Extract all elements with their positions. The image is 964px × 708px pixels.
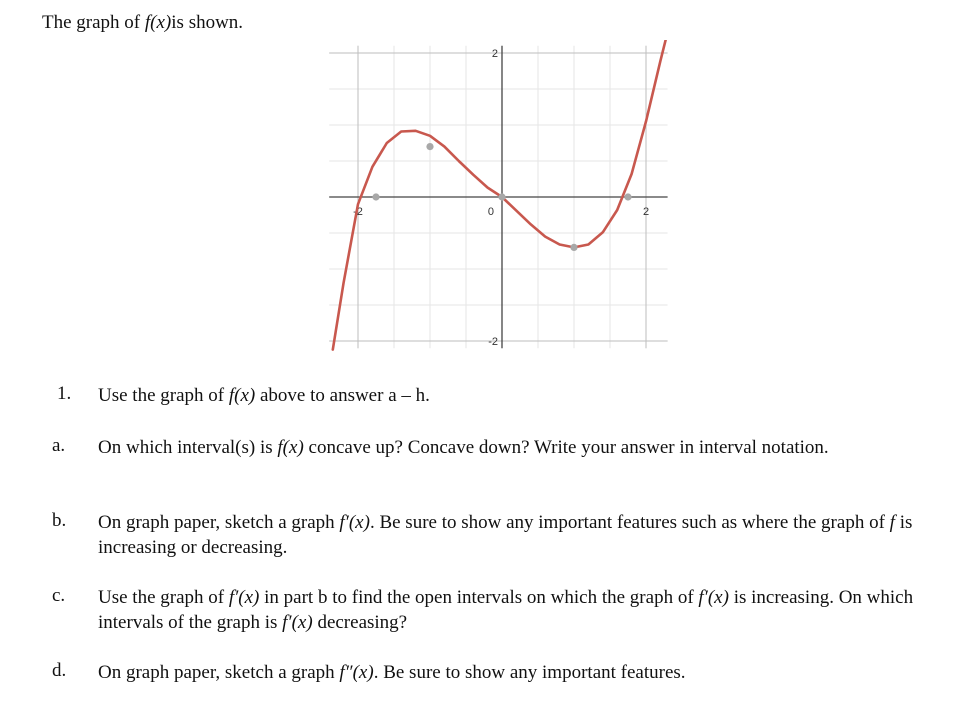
question-text: Use the graph of f′(x) in part b to find the open intervals on which the graph of f′(x) is increasing. On which intervals of the graph is f′(x) decreasing?: [98, 587, 914, 633]
question-text: On graph paper, sketch a graph f′(x). Be sure to show any important features such as where the graph of f is increasing or decreasing.: [98, 512, 913, 558]
math-expression: f(x): [277, 437, 304, 458]
math-expression: f: [889, 512, 895, 533]
key-point: [570, 244, 577, 251]
question-number: 1.: [57, 383, 72, 404]
y-tick-label: -2: [488, 336, 498, 348]
question-text: On which interval(s) is f(x) concave up? Concave down? Write your answer in interval notation.: [98, 437, 829, 458]
y-tick-label: 2: [491, 48, 498, 60]
math-expression: f′(x): [339, 512, 370, 533]
math-expression: f″(x): [339, 662, 374, 683]
intro-text: [42, 12, 243, 34]
x-tick-label: 0: [487, 206, 494, 218]
intro-fx: f(x): [144, 12, 172, 33]
intro-prefix: The graph of: [42, 12, 145, 33]
key-point: [372, 193, 379, 200]
question-number: d.: [52, 660, 67, 681]
x-tick-label: -2: [353, 206, 363, 218]
key-point: [498, 193, 505, 200]
math-expression: f′(x): [698, 587, 729, 608]
question-number: c.: [52, 585, 66, 606]
question-text: Use the graph of f(x) above to answer a – h.: [98, 385, 430, 406]
question-number: a.: [52, 435, 66, 456]
key-point: [624, 193, 631, 200]
question-text: On graph paper, sketch a graph f″(x). Be sure to show any important features.: [98, 662, 686, 683]
key-point: [426, 143, 433, 150]
math-expression: f(x): [228, 385, 256, 406]
x-tick-label: 2: [642, 206, 650, 218]
math-expression: f′(x): [228, 587, 260, 608]
function-graph: [320, 40, 670, 360]
intro-suffix: is shown.: [171, 12, 244, 33]
math-expression: f′(x): [282, 612, 313, 633]
question-number: b.: [52, 510, 67, 531]
